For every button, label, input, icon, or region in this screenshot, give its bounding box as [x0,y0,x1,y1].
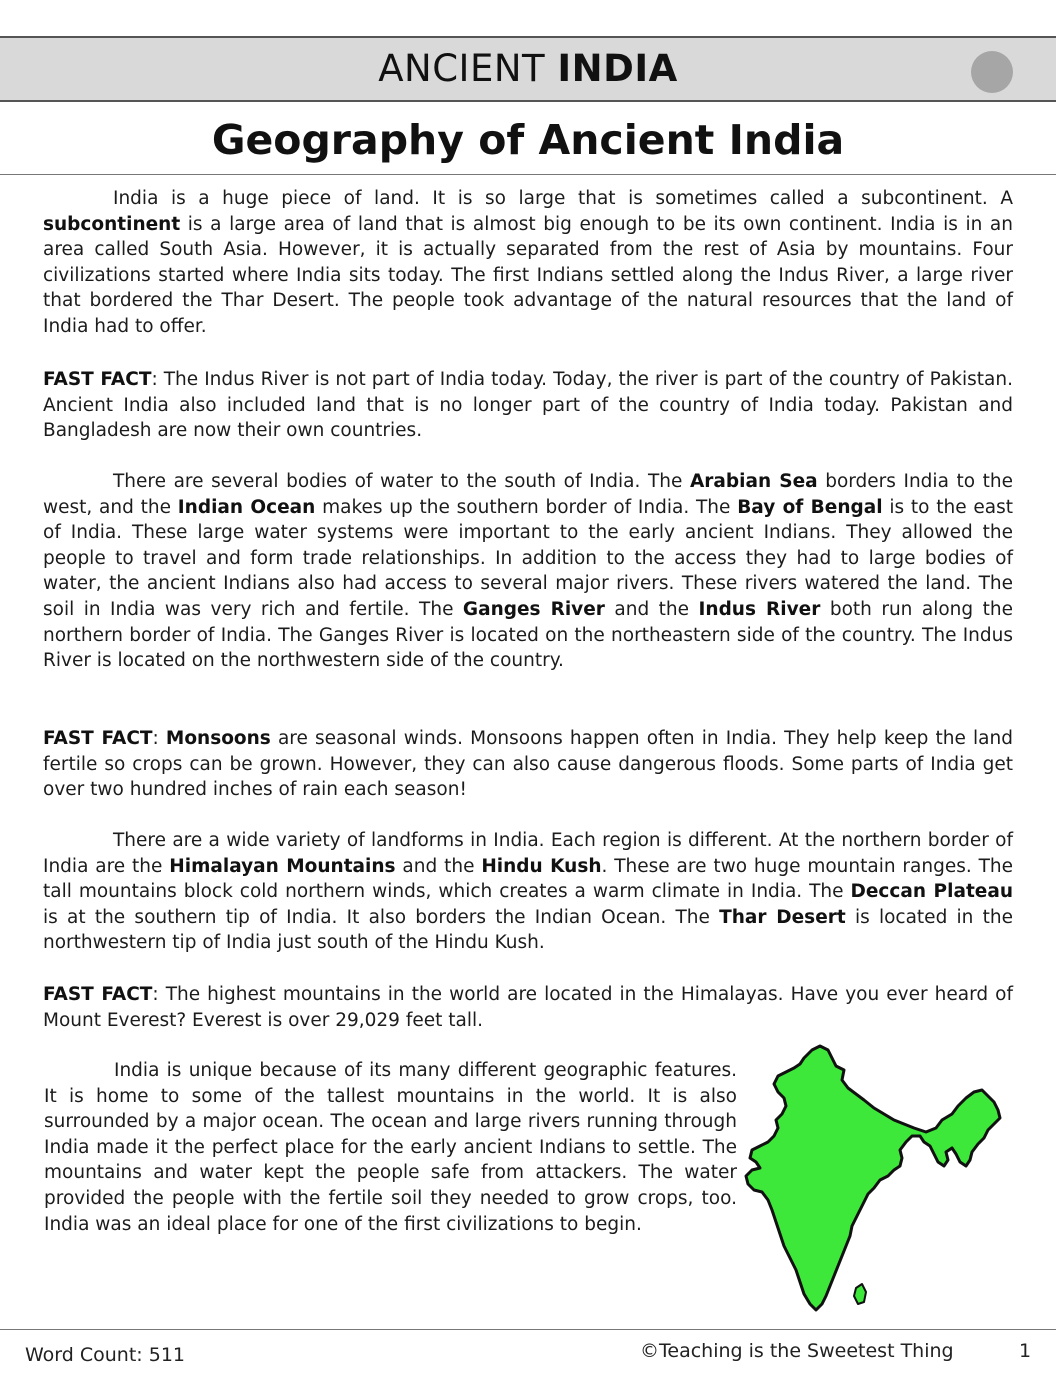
page-number: 1 [1019,1340,1032,1362]
text-run: There are a wide variety of landforms in India. Each region is different. At the northern border of India are the [43,830,1013,877]
header-title-bold: INDIA [557,47,678,90]
term-deccan-plateau: Deccan Plateau [850,881,1013,903]
text-run: There are several bodies of water to the south of India. The [113,471,690,492]
term-arabian-sea: Arabian Sea [689,471,818,492]
word-count: Word Count: 511 [25,1344,186,1366]
footer-divider [0,1329,1056,1330]
text-run: makes up the southern border of India. The [315,496,738,518]
page-title: Geography of Ancient India [211,116,845,164]
fast-fact-label: FAST FACT [43,728,153,749]
term-bay-of-bengal: Bay of Bengal [737,496,883,518]
text-run: : The highest mountains in the world are located in the Himalayas. Have you ever heard of Mount Everest? Everest is over 29,029 feet tall. [43,984,1013,1031]
india-map-shape [746,1046,1000,1310]
text-run: is located in the northwestern tip of India just south of the Hindu Kush. [43,906,1013,954]
term-ganges-river: Ganges River [462,598,605,620]
text-run: is at the southern tip of India. It also borders the Indian Ocean. The [43,906,720,928]
paragraph-conclusion [44,1058,737,1237]
fast-fact-2 [43,726,1013,803]
header-circle-icon [971,51,1013,93]
copyright-text: ©Teaching is the Sweetest Thing [640,1340,954,1362]
india-map-icon [742,1042,1010,1320]
fast-fact-3 [43,982,1013,1033]
text-run: India is a huge piece of land. It is so large that is sometimes called a subcontinent. A [113,188,1013,209]
title-divider [0,174,1056,175]
term-thar-desert: Thar Desert [719,906,846,928]
fast-fact-1 [43,367,1013,444]
term-indian-ocean: Indian Ocean [177,496,316,518]
text-run: . These are two huge mountain ranges. The tall mountains block cold northern winds, which creates a warm climate in India. The [43,855,1014,903]
fast-fact-label: FAST FACT [43,984,153,1005]
term-hindu-kush: Hindu Kush [481,855,602,877]
paragraph-landforms [43,828,1013,956]
text-run: : The Indus River is not part of India today. Today, the river is part of the country of Pakistan. Ancient India also included land that is no longer part of the country of India today. Pakistan and Bangladesh are now their own countries. [43,369,1013,442]
term-himalayan-mountains: Himalayan Mountains [169,855,396,877]
text-run: is a large area of land that is almost big enough to be its own continent. India is in an area called South Asia. However, it is actually separated from the rest of Asia by mountains. Four civilizations started where India sits today. The first Indians settled along the Indus River, a large river that bordered the Thar Desert. The people took advantage of the natural resources that the land of India had to offer. [43,213,1013,337]
text-run: are seasonal winds. Monsoons happen often in India. They help keep the land fertile so crops can be grown. However, they can also cause dangerous floods. Some parts of India get over two hundred inches of rain each season! [43,728,1013,801]
paragraph-water [43,469,1013,674]
header-bar [0,36,1056,102]
paragraph-intro [43,186,1013,340]
sri-lanka-shape [854,1284,866,1304]
fast-fact-label: FAST FACT [43,369,152,390]
term-indus-river: Indus River [698,598,821,620]
header-title [0,46,1056,92]
text-run: and the [604,598,699,620]
text-run: and the [395,855,482,877]
term-subcontinent: subcontinent [43,213,181,235]
text-run: : [152,728,166,749]
text-run: is to the east of India. These large water systems were important to the early ancient Indians. They allowed the people to travel and form trade relationships. In addition to the access they had to large bodies of water, the ancient Indians also had access to several major rivers. These rivers watered the land. The soil in India was very rich and fertile. The [43,496,1013,620]
text-run: both run along the northern border of India. The Ganges River is located on the northeastern side of the country. The Indus River is located on the northwestern side of the country. [43,598,1013,672]
term-monsoons: Monsoons [165,728,271,749]
text-run: borders India to the west, and the [43,471,1013,518]
text-run: India is unique because of its many different geographic features. It is home to some of the tallest mountains in the world. It is also surrounded by a major ocean. The ocean and large rivers running through India made it the perfect place for the early ancient Indians to settle. The mountains and water kept the people safe from attackers. The water provided the people with the fertile soil they needed to grow crops, too. India was an ideal place for one of the first civilizations to begin. [44,1060,737,1235]
header-title-light: ANCIENT [378,47,558,90]
